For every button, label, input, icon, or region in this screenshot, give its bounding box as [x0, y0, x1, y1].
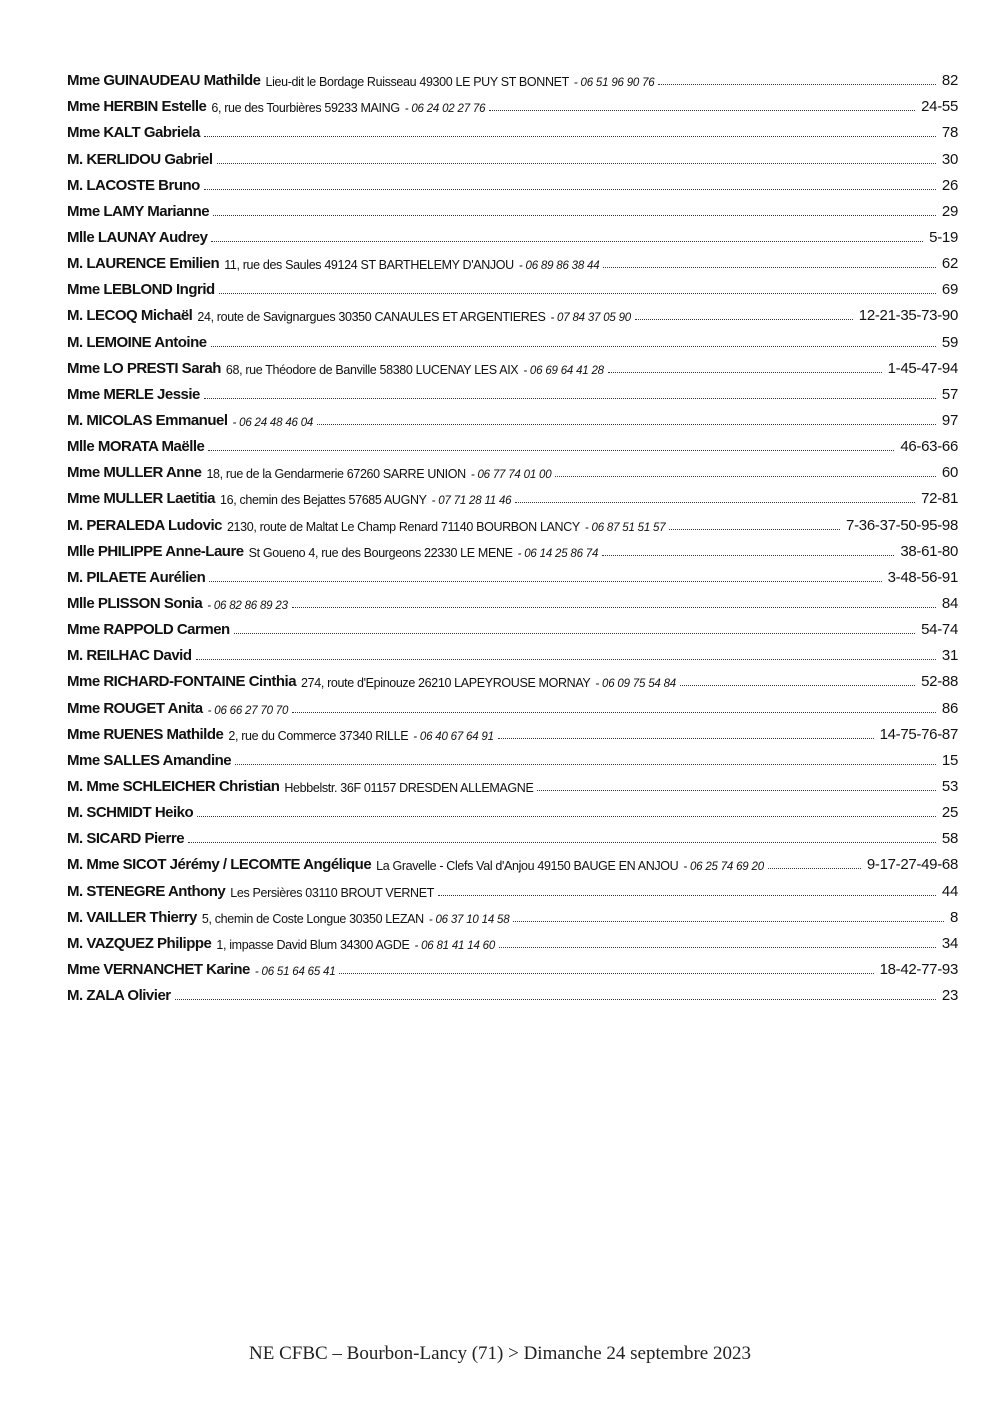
entry-pages: 14-75-76-87	[879, 725, 958, 743]
index-entry	[67, 507, 958, 533]
dot-leader	[537, 789, 935, 791]
entry-name: M. VAILLER Thierry	[67, 908, 197, 926]
entry-phone: - 06 24 02 27 76	[404, 103, 486, 116]
index-entry	[67, 821, 958, 847]
dot-leader	[292, 711, 936, 713]
entry-pages: 46-63-66	[900, 438, 958, 456]
entry-name: Mlle LAUNAY Audrey	[67, 228, 208, 246]
dot-leader	[175, 998, 936, 1000]
dot-leader	[499, 946, 936, 948]
dot-leader	[213, 214, 936, 216]
entry-phone: - 06 87 51 51 57	[584, 521, 666, 534]
entry-name: Mme ROUGET Anita	[67, 699, 203, 717]
entry-phone: - 06 66 27 70 70	[207, 704, 289, 717]
entry-pages: 34	[941, 934, 958, 952]
entry-address: 1, impasse David Blum 34300 AGDE	[216, 937, 410, 952]
entry-address: 16, chemin des Bejattes 57685 AUGNY	[220, 493, 427, 508]
dot-leader	[603, 266, 935, 268]
entry-pages: 54-74	[921, 621, 958, 639]
entry-pages: 24-55	[921, 98, 958, 116]
entry-name: Mme MULLER Laetitia	[67, 490, 216, 508]
entry-address: 6, rue des Tourbières 59233 MAING	[211, 101, 400, 116]
dot-leader	[209, 580, 881, 582]
index-entry	[67, 769, 958, 795]
entry-address: 5, chemin de Coste Longue 30350 LEZAN	[201, 911, 424, 926]
index-entry	[67, 612, 958, 638]
entry-pages: 78	[941, 124, 958, 142]
entry-phone: - 06 69 64 41 28	[523, 364, 604, 377]
index-entry	[67, 246, 958, 272]
dot-leader	[219, 292, 936, 294]
entry-phone: - 06 24 48 46 04	[232, 416, 314, 429]
entry-pages: 86	[941, 699, 958, 717]
index-entry	[67, 272, 958, 298]
entry-pages: 53	[941, 777, 958, 795]
index-entry	[67, 952, 958, 978]
entry-phone: - 06 81 41 14 60	[414, 939, 496, 952]
entry-name: Mme RICHARD-FONTAINE Cinthia	[67, 673, 297, 691]
entry-name: Mme LAMY Marianne	[67, 202, 210, 220]
index-entry	[67, 873, 958, 899]
entry-pages: 5-19	[929, 228, 958, 246]
index-entry	[67, 115, 958, 141]
entry-pages: 38-61-80	[900, 542, 958, 560]
entry-name: Mme HERBIN Estelle	[67, 98, 207, 116]
entry-name: M. KERLIDOU Gabriel	[67, 150, 213, 168]
dot-leader	[513, 920, 944, 922]
index-entry	[67, 377, 958, 403]
entry-name: M. REILHAC David	[67, 647, 192, 665]
entry-address: La Gravelle - Clefs Val d'Anjou 49150 BAUGE EN ANJOU	[376, 859, 679, 874]
entry-phone: - 06 51 96 90 76	[573, 77, 655, 90]
entry-name: Mme GUINAUDEAU Mathilde	[67, 72, 261, 90]
index-entry	[67, 351, 958, 377]
index-entry	[67, 795, 958, 821]
index-entry	[67, 298, 958, 324]
dot-leader	[608, 371, 882, 373]
index-entry	[67, 220, 958, 246]
index-entry	[67, 141, 958, 167]
entry-pages: 57	[941, 385, 958, 403]
entry-address: 11, rue des Saules 49124 ST BARTHELEMY D'ANJOU	[224, 258, 514, 273]
index-entry	[67, 638, 958, 664]
dot-leader	[515, 501, 915, 503]
dot-leader	[204, 135, 936, 137]
participant-index	[67, 63, 958, 1004]
index-entry	[67, 429, 958, 455]
index-entry	[67, 847, 958, 873]
entry-name: M. LAURENCE Emilien	[67, 255, 220, 273]
entry-name: M. LECOQ Michaël	[67, 307, 193, 325]
entry-name: M. PILAETE Aurélien	[67, 568, 206, 586]
entry-pages: 60	[941, 464, 958, 482]
entry-pages: 3-48-56-91	[887, 568, 958, 586]
entry-phone: - 07 71 28 11 46	[431, 495, 512, 508]
entry-phone: - 06 09 75 54 84	[595, 678, 676, 691]
entry-pages: 18-42-77-93	[879, 960, 958, 978]
entry-name: M. SICARD Pierre	[67, 830, 185, 848]
entry-pages: 7-36-37-50-95-98	[846, 516, 958, 534]
index-entry	[67, 743, 958, 769]
dot-leader	[208, 449, 894, 451]
entry-name: M. ZALA Olivier	[67, 987, 171, 1005]
dot-leader	[658, 83, 935, 85]
entry-name: M. PERALEDA Ludovic	[67, 516, 222, 534]
entry-name: Mme KALT Gabriela	[67, 124, 200, 142]
entry-name: Mlle PHILIPPE Anne-Laure	[67, 542, 244, 560]
entry-name: Mme MULLER Anne	[67, 464, 202, 482]
entry-name: Mlle PLISSON Sonia	[67, 594, 203, 612]
index-entry	[67, 900, 958, 926]
dot-leader	[211, 240, 923, 242]
index-entry	[67, 534, 958, 560]
entry-address: St Goueno 4, rue des Bourgeons 22330 LE MENE	[248, 545, 513, 560]
entry-phone: - 06 89 86 38 44	[518, 260, 600, 273]
entry-phone: - 06 51 64 65 41	[254, 965, 336, 978]
dot-leader	[217, 162, 936, 164]
entry-pages: 62	[941, 255, 958, 273]
entry-pages: 30	[941, 150, 958, 168]
entry-name: M. Mme SICOT Jérémy / LECOMTE Angélique	[67, 856, 372, 874]
dot-leader	[292, 606, 936, 608]
dot-leader	[602, 554, 894, 556]
entry-pages: 1-45-47-94	[887, 359, 958, 377]
entry-address: Hebbelstr. 36F 01157 DRESDEN ALLEMAGNE	[284, 780, 534, 795]
dot-leader	[635, 318, 853, 320]
dot-leader	[317, 423, 936, 425]
dot-leader	[235, 763, 936, 765]
entry-address: 274, route d'Epinouze 26210 LAPEYROUSE MORNAY	[301, 676, 591, 691]
index-entry	[67, 63, 958, 89]
entry-address: 24, route de Savignargues 30350 CANAULES ET ARGENTIERES	[197, 310, 546, 325]
index-entry	[67, 481, 958, 507]
entry-name: Mme RUENES Mathilde	[67, 725, 224, 743]
entry-pages: 82	[941, 72, 958, 90]
entry-pages: 72-81	[921, 490, 958, 508]
entry-pages: 84	[941, 594, 958, 612]
entry-pages: 31	[941, 647, 958, 665]
index-entry	[67, 89, 958, 115]
entry-pages: 59	[941, 333, 958, 351]
entry-pages: 26	[941, 176, 958, 194]
dot-leader	[680, 684, 915, 686]
entry-name: M. SCHMIDT Heiko	[67, 804, 194, 822]
entry-phone: - 06 82 86 89 23	[207, 599, 288, 612]
entry-pages: 58	[941, 830, 958, 848]
entry-name: M. VAZQUEZ Philippe	[67, 934, 212, 952]
index-entry	[67, 664, 958, 690]
index-entry	[67, 455, 958, 481]
index-entry	[67, 403, 958, 429]
entry-name: M. LACOSTE Bruno	[67, 176, 200, 194]
dot-leader	[196, 658, 936, 660]
entry-phone: - 06 77 74 01 00	[470, 469, 552, 482]
entry-name: M. LEMOINE Antoine	[67, 333, 207, 351]
entry-address: 18, rue de la Gendarmerie 67260 SARRE UNION	[206, 467, 466, 482]
dot-leader	[188, 841, 936, 843]
dot-leader	[498, 737, 874, 739]
dot-leader	[204, 188, 936, 190]
entry-pages: 29	[941, 202, 958, 220]
dot-leader	[197, 815, 936, 817]
entry-name: Mme MERLE Jessie	[67, 385, 200, 403]
entry-address: Les Persières 03110 BROUT VERNET	[230, 885, 434, 900]
entry-name: Mme LO PRESTI Sarah	[67, 359, 221, 377]
entry-phone: - 06 25 74 69 20	[683, 861, 764, 874]
entry-name: Mme SALLES Amandine	[67, 751, 232, 769]
entry-name: Mme VERNANCHET Karine	[67, 960, 250, 978]
page-footer: NE CFBC – Bourbon-Lancy (71) > Dimanche 24 septembre 2023	[249, 1343, 751, 1364]
entry-name: M. STENEGRE Anthony	[67, 882, 226, 900]
entry-address: 2, rue du Commerce 37340 RILLE	[228, 728, 409, 743]
dot-leader	[234, 632, 915, 634]
entry-pages: 23	[941, 987, 958, 1005]
entry-pages: 25	[941, 804, 958, 822]
entry-pages: 12-21-35-73-90	[858, 307, 958, 325]
entry-pages: 9-17-27-49-68	[866, 856, 958, 874]
entry-address: Lieu-dit le Bordage Ruisseau 49300 LE PUY ST BONNET	[265, 75, 569, 90]
index-entry	[67, 717, 958, 743]
entry-address: 68, rue Théodore de Banville 58380 LUCENAY LES AIX	[225, 362, 519, 377]
entry-pages: 69	[941, 281, 958, 299]
entry-name: M. MICOLAS Emmanuel	[67, 411, 228, 429]
entry-pages: 52-88	[921, 673, 958, 691]
index-entry	[67, 194, 958, 220]
entry-name: Mme LEBLOND Ingrid	[67, 281, 215, 299]
index-entry	[67, 324, 958, 350]
dot-leader	[438, 894, 936, 896]
index-entry	[67, 978, 958, 1004]
index-entry	[67, 586, 958, 612]
index-entry	[67, 560, 958, 586]
entry-pages: 8	[949, 908, 958, 926]
entry-name: Mlle MORATA Maëlle	[67, 438, 205, 456]
entry-phone: - 06 37 10 14 58	[428, 913, 510, 926]
dot-leader	[339, 972, 873, 974]
index-entry	[67, 926, 958, 952]
dot-leader	[768, 867, 861, 869]
dot-leader	[489, 109, 915, 111]
entry-phone: - 07 84 37 05 90	[550, 312, 631, 325]
entry-name: M. Mme SCHLEICHER Christian	[67, 777, 280, 795]
entry-pages: 44	[941, 882, 958, 900]
entry-pages: 97	[941, 411, 958, 429]
entry-phone: - 06 14 25 86 74	[517, 547, 599, 560]
entry-name: Mme RAPPOLD Carmen	[67, 621, 230, 639]
dot-leader	[555, 475, 936, 477]
index-entry	[67, 168, 958, 194]
entry-pages: 15	[941, 751, 958, 769]
entry-phone: - 06 40 67 64 91	[413, 730, 494, 743]
dot-leader	[204, 397, 936, 399]
dot-leader	[211, 345, 936, 347]
dot-leader	[669, 528, 840, 530]
index-entry	[67, 690, 958, 716]
entry-address: 2130, route de Maltat Le Champ Renard 71140 BOURBON LANCY	[226, 519, 580, 534]
